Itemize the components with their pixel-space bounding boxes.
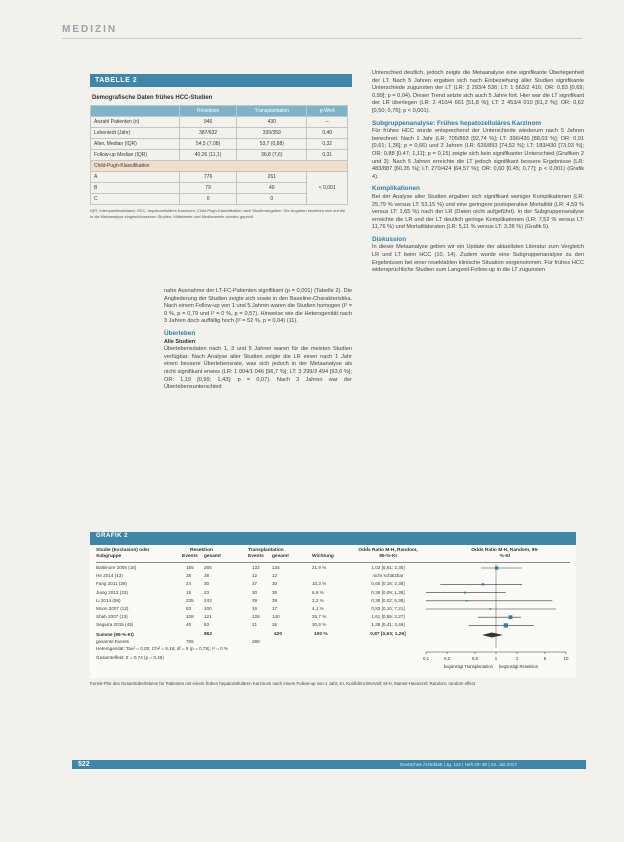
- summary-weight: 100 %: [314, 632, 328, 637]
- table-cell: 121: [204, 614, 212, 620]
- summary-total-resektion: 862: [204, 632, 213, 637]
- table-row: [96, 605, 405, 612]
- table-cell: 25,7 %: [312, 614, 327, 620]
- table-cell: 387/632: [180, 128, 237, 139]
- x-tick-label: 5: [543, 656, 547, 661]
- table-cell: 24: [186, 581, 192, 587]
- table-row: [91, 128, 348, 139]
- department-header: MEDIZIN: [62, 24, 118, 35]
- table-cell: 39: [272, 597, 278, 603]
- heterogeneity-text: Heterogenität: Tau² = 0,00; Chi² = 5,18; df = 6 (p = 0,78); I² = 0 %: [96, 646, 229, 651]
- table-cell: 30: [252, 589, 258, 595]
- summary-ci: 0,87 [0,63; 1,26]: [370, 632, 406, 637]
- table-cell: 30: [204, 581, 210, 587]
- table-cell: Follow-up Median (IQR): [91, 150, 180, 161]
- table-cell: 100: [204, 606, 212, 611]
- table-cell: 430: [237, 117, 307, 128]
- table-row: [96, 564, 405, 571]
- table-cell: 18: [186, 589, 192, 595]
- table-cell: 21: [252, 622, 258, 628]
- axis-left-label: begünstigt Transplantation: [443, 664, 493, 669]
- table-cell: 16: [252, 606, 258, 611]
- header-events: Events: [248, 554, 264, 559]
- table-cell: 40,26 (11,1): [180, 150, 237, 161]
- table-row: [96, 621, 405, 628]
- forest-plot-figure: [90, 532, 576, 678]
- table-header-cell: Resektion: [180, 106, 237, 117]
- table-2: [90, 74, 352, 262]
- table-cell: 128: [252, 614, 260, 620]
- overall-effect-text: Gesamteffekt: Z = 0,74 (p = 0,46): [96, 655, 164, 660]
- figure-label: GRAFIK 2: [90, 532, 576, 545]
- x-tick-label: 0,5: [471, 656, 478, 661]
- study-point: [490, 608, 492, 610]
- table-cell: 776: [180, 172, 237, 183]
- table-cell: Shah 2007 (13): [96, 614, 128, 620]
- study-point: [482, 583, 484, 585]
- forest-plot: [420, 562, 572, 674]
- table-cell: 6,6 %: [312, 589, 324, 595]
- header-or-text: Odds Ratio M-H, Random, 95-%-KI: [358, 548, 418, 559]
- table-cell: 1,02 [0,61; 2,35]: [371, 565, 405, 570]
- table-cell: 3,2 %: [312, 597, 324, 603]
- header-rule: [62, 38, 582, 39]
- table-cell: Fang 2011 (38): [96, 581, 128, 587]
- study-point: [466, 600, 468, 602]
- table-cell: 36: [272, 589, 278, 595]
- section-heading: Komplikationen: [372, 185, 420, 193]
- x-tick-label: 2: [515, 656, 519, 661]
- study-point: [464, 592, 466, 594]
- table-cell: nicht schätzbar: [372, 573, 404, 579]
- header-transplantation: Transplantation: [248, 548, 284, 553]
- table-header-cell: [91, 106, 180, 117]
- header-resektion: Resektion: [190, 548, 213, 553]
- table-cell: 10,3 %: [312, 581, 327, 587]
- table-cell: 40: [186, 622, 192, 628]
- table-cell: B: [91, 183, 180, 194]
- table-header-row: [91, 106, 348, 117]
- table-cell: 243: [204, 597, 212, 603]
- summary-total-transplant: 420: [274, 632, 283, 637]
- table-footnote: IQR, Interquartilsabstand; HCC, hepatozelluläres Karzinom; Child-Pugh-Klassifikation nach Studienangaben. Die Angaben beziehen sich auf die in die Metaanalyse eingeschlossenen Studien; Mittelwerte und Medianwerte wurden gepoolt.: [90, 208, 346, 219]
- table-cell: 21,9 %: [312, 565, 327, 570]
- journal-reference: Deutsches Ärzteblatt | Jg. 114 | Heft 29–30 | 24. Juli 2017: [400, 762, 517, 767]
- table-cell: 132: [252, 565, 260, 570]
- table-cell: 36,8 (7,6): [237, 150, 307, 161]
- table-row: [91, 139, 348, 150]
- table-cell: 28: [204, 573, 210, 579]
- table-header-cell: Transplantation: [237, 106, 307, 117]
- table-2-title: Demografische Daten frühes HCC-Studien: [92, 95, 213, 101]
- table-group-label: Child-Pugh-Klassifikation: [91, 161, 348, 172]
- section-heading: Diskussion: [372, 235, 407, 243]
- table-cell: 40: [237, 183, 307, 194]
- header-study: Studie (Exclusion) oder Subgruppe: [96, 548, 150, 559]
- table-cell: 63: [204, 622, 210, 628]
- left-text-column: [164, 288, 352, 392]
- table-cell: 12: [252, 573, 258, 579]
- study-point: [504, 623, 508, 627]
- page-number: 522: [78, 761, 90, 768]
- summary-diamond: [482, 633, 503, 638]
- table-cell: –: [307, 117, 348, 128]
- table-cell: 23: [204, 589, 210, 595]
- table-cell: 28: [186, 573, 192, 579]
- events-total-label: gesamte Events: [96, 639, 129, 644]
- table-row: [96, 572, 404, 579]
- table-cell: 79: [180, 183, 237, 194]
- table-cell: A: [91, 172, 180, 183]
- table-cell: 30,6 %: [312, 622, 327, 628]
- header-total: gesamt: [204, 554, 221, 559]
- study-point: [495, 566, 498, 569]
- table-cell: 54,5 (7,08): [180, 139, 237, 150]
- table-row: [91, 150, 348, 161]
- table-cell: 155: [186, 565, 194, 570]
- table-cell: 0,65 [0,16; 2,36]: [371, 581, 405, 587]
- table-row: [91, 117, 348, 128]
- axis-right-label: begünstigt Resektion: [499, 664, 539, 669]
- subsection-heading: Alle Studien: [164, 338, 196, 345]
- header-or-plot: Odds Ratio M-H, Random, 95-%-KI: [471, 548, 539, 559]
- table-cell: 12: [272, 573, 278, 579]
- table-cell: 26: [272, 622, 278, 628]
- section-heading: Überleben: [164, 329, 196, 337]
- table-cell: 1,38 [0,41; 3,46]: [371, 622, 405, 628]
- figure-caption: Forest-Plot des Gesamtüberlebens für Patienten mit einem frühen hepatozellulären Karzinom nach einem Follow-up von 1 Jahr; KI, Konfidenzintervall; M-H, Mantel-Haenszel; Random, random effect: [90, 681, 476, 686]
- table-row: [91, 172, 348, 183]
- table-cell: 140: [272, 614, 280, 620]
- paragraph: Für frühes HCC wurde entsprechend der Unterschiede wiederum nach 5 Jahren berechnet. Nach 1 Jahr (LR: 705/893 [92,74 %]; LT: 396/430 [88,03 %]; OR: 0,91 [0,61; 1,36]; p = 0,66) und 3 Jahren (LR: 626/893 [74,52 %]; LT: 183/430 [73,03 %]; OR: 0,88 [0,47; 1,11]; p = 0,15) zeigte sich kein signifikanter Unterschied (Grafiken 2 und 3). Nach 5 Jahren erreichte die LT jedoch signifikant bessere Ergebnisse (LR: 483/887 [60,35 %]; LT: 270/424 [64,57 %]; OR: 0,60 [0,45; 0,77]; p < 0,001) (Grafik 4).: [372, 128, 584, 180]
- table-cell: 0,83 [0,10; 7,21]: [371, 606, 405, 611]
- table-cell: 261: [237, 172, 307, 183]
- table-cell: 17: [272, 606, 278, 611]
- x-tick-label: 0,2: [444, 656, 451, 661]
- events-total-resektion: 785: [186, 639, 194, 644]
- table-cell: 946: [180, 117, 237, 128]
- table-cell: 0,31: [307, 150, 348, 161]
- table-cell: 0: [237, 194, 307, 205]
- table-cell: 265: [204, 565, 212, 570]
- table-cell: 53,7 (0,88): [237, 139, 307, 150]
- table-cell: 0,36 [0,09; 1,38]: [371, 589, 405, 595]
- header-total: gesamt: [272, 554, 289, 559]
- table-cell: Anzahl Patienten (n): [91, 117, 180, 128]
- summary-label: Summe (95-%-KI): [96, 632, 134, 637]
- table-row: [96, 597, 405, 604]
- table-cell: 4,1 %: [312, 606, 324, 611]
- table-cell: 39: [252, 597, 258, 603]
- study-point: [509, 615, 513, 619]
- table-cell: 339/359: [237, 128, 307, 139]
- paragraph: In dieser Metaanalyse geben wir ein Update der aktuellsten Literatur zum Vergleich LR und LT beim HCC (10, 14). Zudem wurde eine Subgruppenanalyse zu den Ergebnissen bei einer resektablen klinische Situation vorgenommen. Für frühes HCC widersprüchliche Studien zum Langzeit-Follow-up in die LT zugunsten: [372, 244, 584, 274]
- table-cell: Moon 2007 (12): [96, 606, 129, 611]
- right-text-column: [372, 70, 584, 275]
- paragraph: Überlebensdaten nach 1, 3 und 5 Jahren waren für die meisten Studien verfügbar. Nach Analyse aller Studien zeigte die LR einen nach 1 Jahr einen bessere Überlebensrate, was sich jedoch in der Metaanalyse als nicht signifikant erwies (LR: 1 004/1 046 [96,7 %]; LT: 3 299/3 494 [93,6 %]; OR: 1,19 [0,99; 1,43]; p = 0,07). Nach 3 Jahren war der Überlebensunterschied: [164, 346, 352, 391]
- table-cell: Li 2014 (58): [96, 597, 121, 603]
- table-cell: Jiang 2013 (33): [96, 589, 128, 595]
- table-cell: Segarra 2015 (45): [96, 622, 134, 628]
- x-tick-label: 10: [563, 656, 569, 661]
- table-cell: 30: [272, 581, 278, 587]
- table-header-cell: p-Wert: [307, 106, 348, 117]
- table-cell: 37: [252, 581, 258, 587]
- table-cell: 0,38 [0,02; 6,38]: [371, 597, 405, 603]
- table-cell: He 2014 (43): [96, 573, 123, 579]
- header-events: Events: [182, 554, 198, 559]
- table-cell: 235: [186, 597, 194, 603]
- demographics-table: [90, 105, 348, 205]
- table-cell: Baltimore 2008 (16): [96, 565, 137, 570]
- table-row: [96, 580, 405, 587]
- table-cell: Lebeniedt (Jahr): [91, 128, 180, 139]
- header-weight: Wichtung: [312, 554, 334, 559]
- paragraph: Unterschied deutlich, jedoch zeigte die Metaanalyse eine signifikante Überlegenheit der LT. Nach 5 Jahren ergaben sich nach Einbeziehung aller Studien signifikante Unterschiede zugunsten der LT (LR: 3 293/4 536; LT: 1 563/2 416; OR: 0,83 [0,69; 0,99]; p = 0,04). Dieser Trend setzte sich auch 5 Jahre fort. Hier war die LT signifikant der LR überlegen (LR: 2 410/4 661 [51,8 %]; LT: 2 453/4 010 [61,2 %]; OR: 0,62 [0,50; 0,76]; p < 0,001).: [372, 70, 584, 114]
- paragraph: Bei der Analyse aller Studien ergaben sich signifikant weniger Komplikationen (LR: 25,79 % versus LT: 53,15 %) und eine geringere postoperative Mortalität (LR: 4,59 % versus LT: 1,65 %) nach der LR (Daten nicht aufgeführt). In der Subgruppenanalyse erreichte die LR und der LT deutlich geringe Komplikationen (LR: 7,52 % versus LT: 11,76 %) und Mortalitätsraten (LR: 5,11 % versus LT: 3,36 %) (Grafik 5).: [372, 193, 584, 231]
- table-cell: 0: [180, 194, 237, 205]
- table-cell: 93: [186, 606, 192, 611]
- table-cell: C: [91, 194, 180, 205]
- table-cell: Alter, Median (IQR): [91, 139, 180, 150]
- table-row: [96, 613, 405, 620]
- x-tick-label: 0,1: [422, 656, 430, 661]
- paragraph: nahe Ausnahme der LT-FC-Patienten signifikant (p = 0,001) (Tabelle 2). Die Angliederung der Studien zeigte sich sowie in den Baseline-Charakteristika. Nach einem Follow-up von 1 und 5 Jahren waren die Studien homogen (I² = 0 %, p = 0,79 und I² = 0 %, p = 0,57). Hinweise wie die Heterogenität nach 3 Jahren doch auffällig hoch (I² = 52 %, p = 0,04) (11).: [164, 288, 352, 325]
- events-total-transplant: 388: [252, 639, 260, 644]
- table-cell: 0,32: [307, 139, 348, 150]
- table-cell: 1,61 [0,55; 2,27]: [371, 614, 405, 620]
- table-row: [96, 589, 405, 596]
- table-cell: 134: [272, 565, 280, 570]
- table-cell: < 0,001: [307, 172, 348, 205]
- table-group-row: [91, 161, 348, 172]
- table-cell: 108: [186, 614, 194, 620]
- table-cell: 0,40: [307, 128, 348, 139]
- table-2-label: TABELLE 2: [90, 74, 352, 87]
- x-tick-label: 1: [494, 656, 498, 661]
- section-heading: Subgruppenanalyse: Frühes hepatozelluläres Karzinom: [372, 119, 542, 127]
